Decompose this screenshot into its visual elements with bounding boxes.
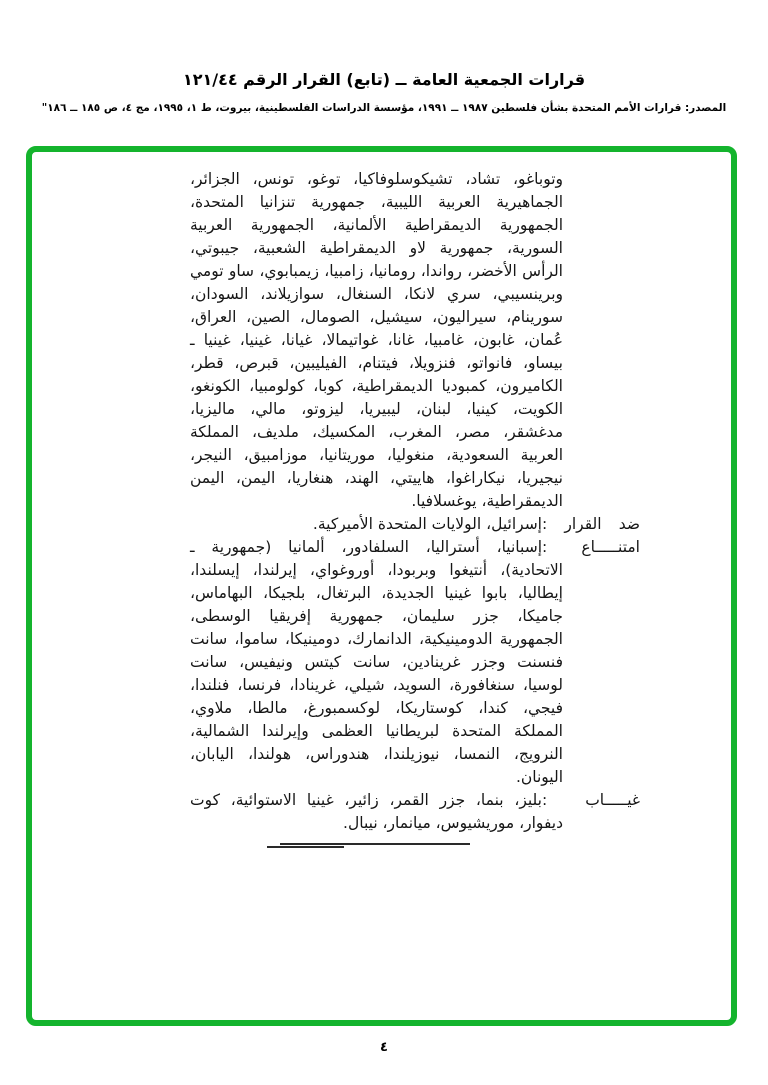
abstain-entry [190, 536, 640, 789]
footnote-rule [280, 842, 470, 849]
against-text: إسرائيل، الولايات المتحدة الأميركية. [312, 515, 542, 533]
content-frame [26, 146, 737, 1026]
source-citation: المصدر: قرارات الأمم المتحدة بشأن فلسطين ١٩٨٧ ــ ١٩٩١، مؤسسة الدراسات الفلسطينية، بيروت، ط ١، ١٩٩٥، مج ٤، ص ١٨٥ ــ ١٨٦" [41, 102, 727, 114]
abstain-text: إسبانيا، أستراليا، السلفادور، ألمانيا (جمهورية ـ الاتحادية)، أنتيغوا وبربودا، أوروغواي، إيرلندا، إيسلندا، إيطاليا، بابوا غينيا الجديدة، البرتغال، بلجيكا، البهاماس، جاميكا، جزر سليمان، جمهورية إفريقيا الوسطى، الجمهورية الدومينيكية، الدانمارك، دومينيكا، ساموا، سانت فنسنت وجزر غرينادين، سانت كيتس ونيفيس، سانت لوسيا، سنغافورة، السويد، شيلي، غرينادا، فرنسا، فنلندا، فيجي، كندا، كوستاريكا، لوكسمبورغ، مالطا، ملاوي، المملكة المتحدة لبريطانيا العظمى وإيرلندا الشمالية، النرويج، النمسا، نيوزيلندا، هندوراس، هولندا، اليابان، اليونان. [190, 538, 563, 786]
footnote-rule-line [280, 843, 470, 845]
against-entry [190, 513, 640, 536]
footnote-rule-line-secondary [267, 846, 344, 848]
absent-entry [190, 789, 640, 835]
against-label: ضد القرار : [542, 515, 640, 533]
absent-label: غيـــــاب : [542, 791, 640, 809]
in-favor-continuation-text: وتوباغو، تشاد، تشيكوسلوفاكيا، توغو، تونس، الجزائر، الجماهيرية العربية الليبية، جمهورية تنزانيا المتحدة، الجمهورية الديمقراطية الألمانية، الجمهورية العربية السورية، جمهورية لاو الديمقراطية الشعبية، جيبوتي، الرأس الأخضر، رواندا، رومانيا، زامبيا، زيمبابوي، ساو تومي وبرينسيبي، سري لانكا، السنغال، سوازيلاند، السودان، سورينام، سيراليون، سيشيل، الصومال، الصين، العراق، عُمان، غابون، غامبيا، غانا، غواتيمالا، غيانا، غينيا، غينيا ـ بيساو، فانواتو، فنزويلا، فيتنام، الفيليبين، قبرص، قطر، الكاميرون، كمبوديا الديمقراطية، كوبا، كولومبيا، الكونغو، الكويت، كينيا، لبنان، ليبيريا، ليزوتو، مالي، ماليزيا، مدغشقر، مصر، المغرب، المكسيك، ملديف، المملكة العربية السعودية، منغوليا، موريتانيا، موزامبيق، النيجر، نيجيريا، نيكاراغوا، هاييتي، الهند، هنغاريا، اليمن، اليمن الديمقراطية، يوغسلافيا. [190, 170, 563, 510]
page-title: قرارات الجمعية العامة ــ (تابع) القرار الرقم ١٢١/٤٤ [182, 70, 586, 89]
absent-text: بليز، بنما، جزر القمر، زائير، غينيا الاستوائية، كوت ديفوار، موريشيوس، ميانمار، نيبال. [190, 791, 563, 832]
abstain-label: امتنـــــاع : [542, 538, 640, 556]
page-number: ٤ [380, 1040, 388, 1055]
resolution-votes-body [190, 168, 640, 849]
